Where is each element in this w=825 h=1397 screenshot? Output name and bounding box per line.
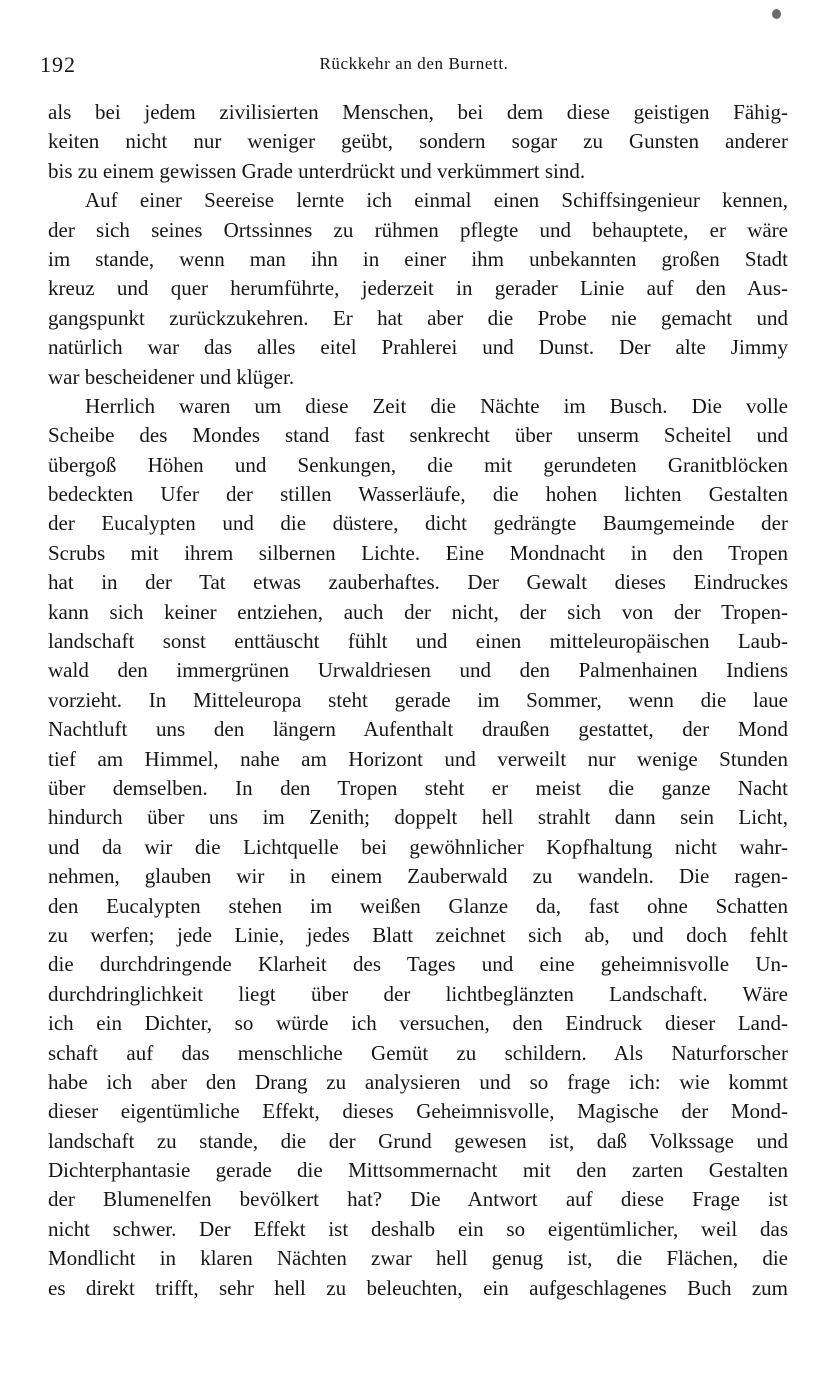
text-line: wald den immergrünen Urwaldriesen und den Palmenhainen Indiens xyxy=(48,658,788,683)
text-line: habe ich aber den Drang zu analysieren und so frage ich: wie kommt xyxy=(48,1069,788,1094)
text-line: übergoß Höhen und Senkungen, die mit gerundeten Granitblöcken xyxy=(48,452,788,477)
page-header xyxy=(40,52,788,82)
text-line: ich ein Dichter, so würde ich versuchen, den Eindruck dieser Land- xyxy=(48,1011,788,1036)
text-line: als bei jedem zivilisierten Menschen, bei dem diese geistigen Fähig- xyxy=(48,100,788,124)
text-line: kreuz und quer herumführte, jederzeit in gerader Linie auf den Aus- xyxy=(48,276,788,301)
text-line: hat in der Tat etwas zauberhaftes. Der Gewalt dieses Eindruckes xyxy=(48,570,788,595)
text-line: gangspunkt zurückzukehren. Er hat aber die Probe nie gemacht und xyxy=(48,305,788,330)
text-line: landschaft zu stande, die der Grund gewesen ist, daß Volkssage und xyxy=(48,1128,788,1153)
running-head: Rückkehr an den Burnett. xyxy=(319,54,509,73)
text-line: durchdringlichkeit liegt über der lichtbeglänzten Landschaft. Wäre xyxy=(48,981,788,1006)
text-line: tief am Himmel, nahe am Horizont und verweilt nur wenige Stunden xyxy=(48,746,788,771)
text-line: hindurch über uns im Zenith; doppelt hell strahlt dann sein Licht, xyxy=(48,805,788,830)
print-speck xyxy=(772,9,781,19)
text-line: zu werfen; jede Linie, jedes Blatt zeichnet sich ab, und doch fehlt xyxy=(48,922,788,947)
text-line: Nachtluft uns den längern Aufenthalt draußen gestattet, der Mond xyxy=(48,717,788,742)
body-text xyxy=(48,98,788,1303)
text-line: Auf einer Seereise lernte ich einmal einen Schiffsingenieur kennen, xyxy=(85,188,788,213)
text-line: die durchdringende Klarheit des Tages und eine geheimnisvolle Un- xyxy=(48,952,788,977)
text-line: schaft auf das menschliche Gemüt zu schildern. Als Naturforscher xyxy=(48,1040,788,1065)
text-line: über demselben. In den Tropen steht er meist die ganze Nacht xyxy=(48,775,788,800)
text-line: natürlich war das alles eitel Prahlerei und Dunst. Der alte Jimmy xyxy=(48,335,788,360)
text-line: nehmen, glauben wir in einem Zauberwald zu wandeln. Die ragen- xyxy=(48,864,788,889)
page-number: 192 xyxy=(40,52,76,77)
text-line: war bescheidener und klüger. xyxy=(48,364,295,389)
text-line: Dichterphantasie gerade die Mittsommernacht mit den zarten Gestalten xyxy=(48,1158,788,1183)
text-line: keiten nicht nur weniger geübt, sondern sogar zu Gunsten anderer xyxy=(48,129,788,154)
text-line: Herrlich waren um diese Zeit die Nächte im Busch. Die volle xyxy=(85,393,788,418)
text-line: den Eucalypten stehen im weißen Glanze da, fast ohne Schatten xyxy=(48,893,788,918)
text-line: Scheibe des Mondes stand fast senkrecht über unserm Scheitel und xyxy=(48,423,788,448)
text-line: der Eucalypten und die düstere, dicht gedrängte Baumgemeinde der xyxy=(48,511,788,536)
text-line: bis zu einem gewissen Grade unterdrückt und verkümmert sind. xyxy=(48,158,586,183)
text-line: und da wir die Lichtquelle bei gewöhnlicher Kopfhaltung nicht wahr- xyxy=(48,834,788,859)
text-line: bedeckten Ufer der stillen Wasserläufe, die hohen lichten Gestalten xyxy=(48,482,788,507)
text-line: es direkt trifft, sehr hell zu beleuchten, ein aufgeschlagenes Buch zum xyxy=(48,1275,788,1300)
text-line: landschaft sonst enttäuscht fühlt und einen mitteleuropäischen Laub- xyxy=(48,629,788,654)
text-line: vorzieht. In Mitteleuropa steht gerade im Sommer, wenn die laue xyxy=(48,687,788,712)
text-line: im stande, wenn man ihn in einer ihm unbekannten großen Stadt xyxy=(48,246,788,271)
text-line: kann sich keiner entziehen, auch der nicht, der sich von der Tropen- xyxy=(48,599,788,624)
text-line: nicht schwer. Der Effekt ist deshalb ein so eigentümlicher, weil das xyxy=(48,1216,788,1241)
text-line: der Blumenelfen bevölkert hat? Die Antwort auf diese Frage ist xyxy=(48,1187,788,1212)
text-line: Scrubs mit ihrem silbernen Lichte. Eine Mondnacht in den Tropen xyxy=(48,540,788,565)
text-line: Mondlicht in klaren Nächten zwar hell genug ist, die Flächen, die xyxy=(48,1246,788,1271)
text-line: dieser eigentümliche Effekt, dieses Geheimnisvolle, Magische der Mond- xyxy=(48,1099,788,1124)
text-line: der sich seines Ortssinnes zu rühmen pflegte und behauptete, er wäre xyxy=(48,217,788,242)
